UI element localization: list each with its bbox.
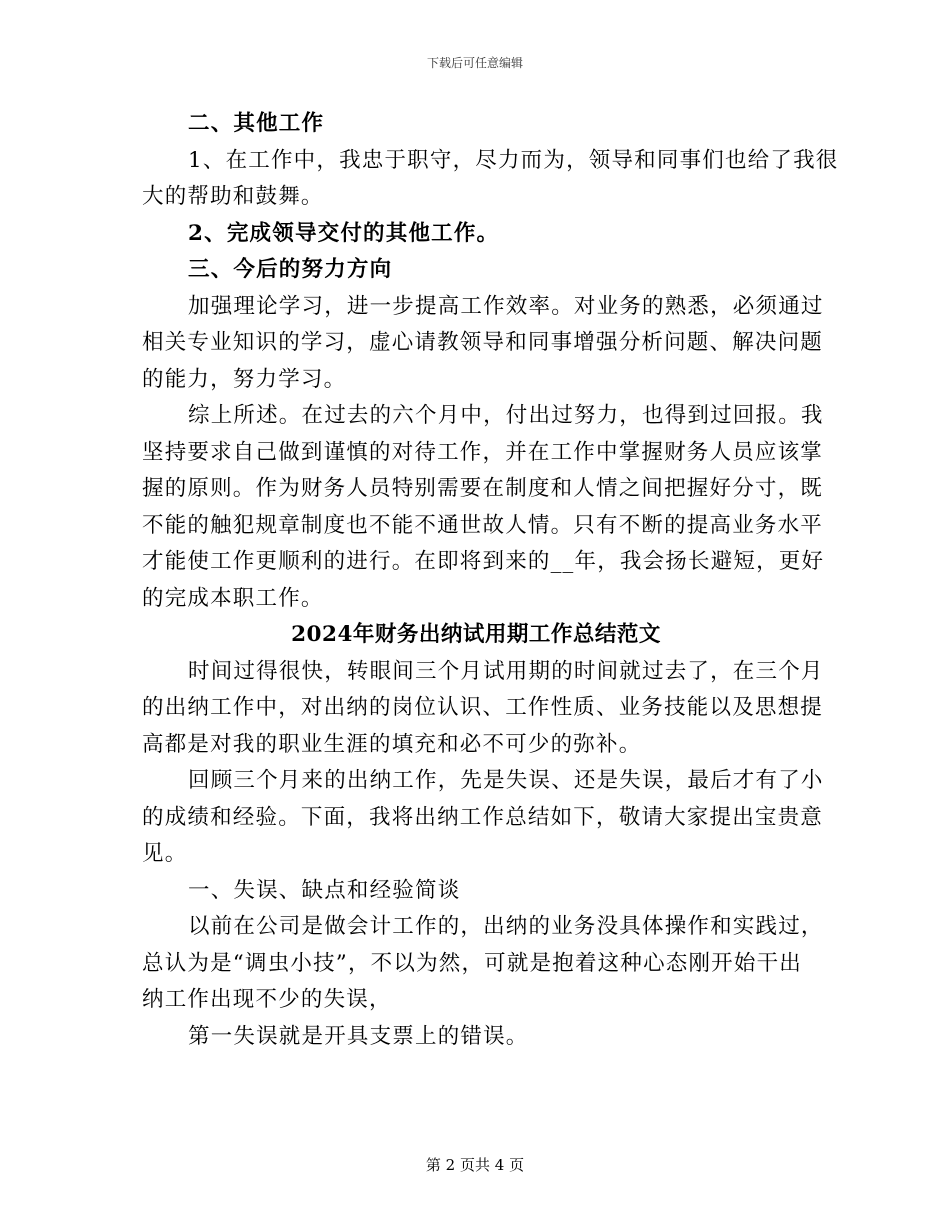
text-line: 的完成本职工作。 (142, 585, 324, 611)
section-title: 2024年财务出纳试用期工作总结范文 (291, 622, 661, 647)
text-line: 一、失误、缺点和经验简谈 (188, 877, 461, 903)
text-line: 的能力，努力学习。 (142, 366, 347, 392)
text-line: 才能使工作更顺利的进行。在即将到来的__年，我会扬长避短，更好 (142, 549, 825, 574)
text-line: 握的原则。作为财务人员特别需要在制度和人情之间把握好分寸，既 (142, 476, 824, 501)
text-line: 回顾三个月来的出纳工作，先是失误、还是失误，最后才有了小 (188, 768, 824, 793)
text-line: 见。 (142, 841, 188, 866)
text-line: 大的帮助和鼓舞。 (142, 184, 324, 209)
text-line: 坚持要求自己做到谨慎的对待工作，并在工作中掌握财务人员应该掌 (142, 439, 824, 465)
text-line: 纳工作出现不少的失误， (142, 987, 392, 1012)
text-line: 2、完成领导交付的其他工作。 (188, 220, 500, 246)
page-number: 第 2 页共 4 页 (425, 1156, 525, 1174)
text-line: 二、其他工作 (188, 111, 325, 136)
text-line: 相关专业知识的学习，虚心请教领导和同事增强分析问题、解决问题 (142, 330, 824, 355)
document-body (142, 106, 839, 1055)
text-line: 高都是对我的职业生涯的填充和必不可少的弥补。 (142, 731, 642, 757)
text-line: 以前在公司是做会计工作的，出纳的业务没具体操作和实践过， (188, 914, 824, 939)
text-line: 第一失误就是开具支票上的错误。 (188, 1023, 529, 1049)
header-note: 下载后可任意编辑 (426, 56, 523, 70)
text-line: 的出纳工作中，对出纳的岗位认识、工作性质、业务技能以及思想提 (142, 695, 824, 720)
text-line: 1、在工作中，我忠于职守，尽力而为，领导和同事们也给了我很 (188, 147, 839, 173)
text-line: 时间过得很快，转眼间三个月试用期的时间就过去了，在三个月 (188, 658, 824, 684)
text-line: 不能的触犯规章制度也不能不通世故人情。只有不断的提高业务水平 (142, 512, 824, 538)
text-line: 综上所述。在过去的六个月中，付出过努力，也得到过回报。我 (188, 403, 824, 428)
text-line: 总认为是“调虫小技”，不以为然，可就是抱着这种心态刚开始干出 (142, 950, 802, 976)
text-line: 三、今后的努力方向 (188, 257, 393, 282)
text-line: 的成绩和经验。下面，我将出纳工作总结如下，敬请大家提出宝贵意 (142, 804, 824, 830)
text-line: 加强理论学习，进一步提高工作效率。对业务的熟悉，必须通过 (188, 293, 824, 319)
